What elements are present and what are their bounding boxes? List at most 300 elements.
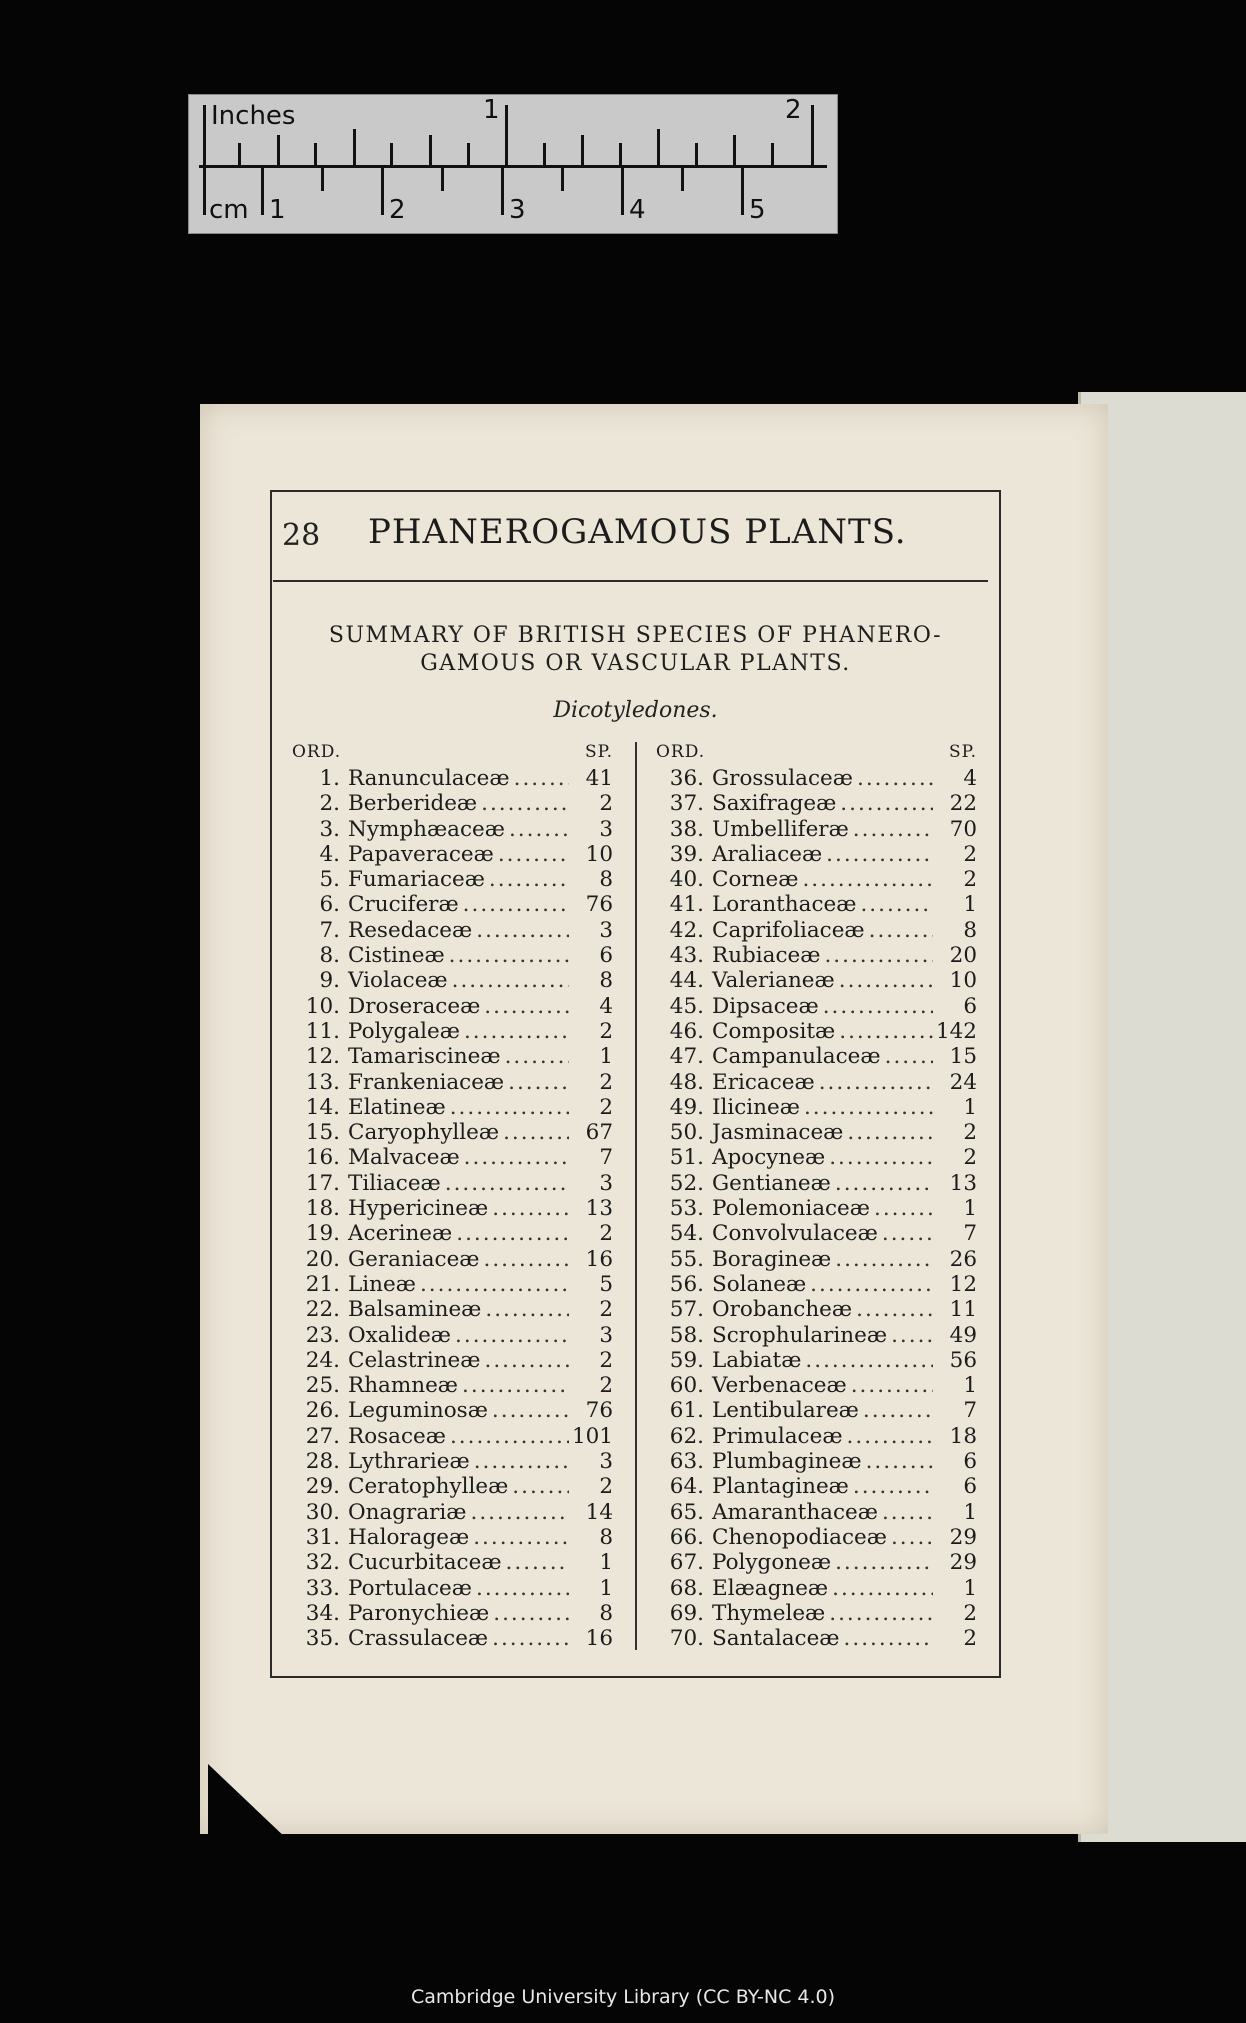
- leader-dots: [835, 968, 933, 993]
- family-name: Berberideæ: [348, 791, 478, 817]
- table-row: [288, 892, 613, 917]
- leader-dots: [441, 1171, 569, 1196]
- leader-dots: [504, 1070, 569, 1095]
- order-number: 40.: [669, 867, 704, 893]
- order-number: 33.: [305, 1575, 340, 1601]
- species-count: 2: [599, 1018, 613, 1044]
- left-column-header: [288, 740, 613, 766]
- species-count: 2: [599, 1373, 613, 1399]
- leader-dots: [458, 1373, 569, 1398]
- species-count: 8: [963, 917, 977, 943]
- table-row: [652, 1424, 977, 1449]
- species-count: 1: [599, 1575, 613, 1601]
- family-name: Malvaceæ: [348, 1145, 460, 1171]
- leader-dots: [849, 1474, 933, 1499]
- family-name: Rosaceæ: [348, 1423, 446, 1449]
- table-row: [652, 1070, 977, 1095]
- table-row: [288, 1601, 613, 1626]
- leader-dots: [852, 1297, 933, 1322]
- order-number: 20.: [305, 1246, 340, 1272]
- order-number: 57.: [669, 1297, 704, 1323]
- order-number: 35.: [305, 1626, 340, 1652]
- order-number: 36.: [669, 766, 704, 791]
- species-count: 20: [949, 943, 977, 969]
- species-count: 49: [949, 1322, 977, 1348]
- species-count: 11: [949, 1297, 977, 1323]
- table-row: [652, 791, 977, 816]
- leader-dots: [494, 842, 569, 867]
- order-number: 27.: [305, 1423, 340, 1449]
- leader-dots: [820, 943, 933, 968]
- order-number: 43.: [669, 943, 704, 969]
- order-number: 60.: [669, 1373, 704, 1399]
- species-count: 14: [585, 1499, 613, 1525]
- table-row: [652, 817, 977, 842]
- family-name: Balsamineæ: [348, 1297, 482, 1323]
- order-number: 1.: [319, 766, 340, 791]
- family-name: Umbelliferæ: [712, 816, 849, 842]
- family-name: Valerianeæ: [712, 968, 835, 994]
- table-row: [652, 892, 977, 917]
- species-count: 15: [949, 1044, 977, 1070]
- leader-dots: [489, 1601, 569, 1626]
- family-name: Convolvulaceæ: [712, 1221, 878, 1247]
- species-count: 4: [963, 766, 977, 791]
- family-name: Oxalideæ: [348, 1322, 452, 1348]
- family-name: Celastrineæ: [348, 1347, 481, 1373]
- leader-dots: [825, 1601, 933, 1626]
- table-row: [288, 1373, 613, 1398]
- order-number: 41.: [669, 892, 704, 918]
- family-name: Compositæ: [712, 1018, 836, 1044]
- table-row: [288, 1525, 613, 1550]
- family-name: Primulaceæ: [712, 1423, 843, 1449]
- order-number: 37.: [669, 791, 704, 817]
- table-row: [288, 1272, 613, 1297]
- family-name: Hypericineæ: [348, 1196, 489, 1222]
- species-count: 6: [963, 1474, 977, 1500]
- family-name: Lythrarieæ: [348, 1449, 470, 1475]
- species-count: 24: [949, 1069, 977, 1095]
- table-row: [652, 1196, 977, 1221]
- leader-dots: [843, 1424, 933, 1449]
- species-count: 12: [949, 1271, 977, 1297]
- species-count: 3: [599, 1170, 613, 1196]
- leader-dots: [467, 1500, 569, 1525]
- table-row: [652, 1474, 977, 1499]
- table-row: [288, 817, 613, 842]
- table-row: [652, 867, 977, 892]
- leader-dots: [815, 1070, 933, 1095]
- family-name: Ilicineæ: [712, 1094, 800, 1120]
- family-name: Violaceæ: [348, 968, 448, 994]
- order-number: 17.: [305, 1170, 340, 1196]
- order-number: 21.: [305, 1271, 340, 1297]
- table-row: [288, 791, 613, 816]
- family-name: Ranunculaceæ: [348, 766, 510, 791]
- ruler-inches-label: Inches: [211, 101, 296, 131]
- order-number: 12.: [305, 1044, 340, 1070]
- family-name: Acerineæ: [348, 1221, 453, 1247]
- leader-dots: [470, 1449, 569, 1474]
- order-number: 2.: [319, 791, 340, 817]
- leader-dots: [505, 817, 569, 842]
- family-name: Loranthaceæ: [712, 892, 857, 918]
- table-row: [288, 1550, 613, 1575]
- order-number: 15.: [305, 1120, 340, 1146]
- family-name: Cucurbitaceæ: [348, 1550, 502, 1576]
- order-number: 25.: [305, 1373, 340, 1399]
- table-row: [652, 1601, 977, 1626]
- order-number: 66.: [669, 1524, 704, 1550]
- leader-dots: [488, 1626, 569, 1651]
- table-row: [288, 1221, 613, 1246]
- order-number: 22.: [305, 1297, 340, 1323]
- species-count: 3: [599, 816, 613, 842]
- species-count: 1: [599, 1044, 613, 1070]
- species-count: 76: [585, 892, 613, 918]
- species-count: 16: [585, 1246, 613, 1272]
- ruler-cm-label: cm: [209, 195, 249, 225]
- credit-line: Cambridge University Library (CC BY-NC 4.0): [410, 1986, 836, 2008]
- family-name: Corneæ: [712, 867, 799, 893]
- species-count: 2: [963, 1145, 977, 1171]
- species-count: 5: [599, 1271, 613, 1297]
- family-name: Plantagineæ: [712, 1474, 849, 1500]
- family-name: Portulaceæ: [348, 1575, 472, 1601]
- family-name: Fumariaceæ: [348, 867, 485, 893]
- species-count: 6: [963, 993, 977, 1019]
- family-name: Santalaceæ: [712, 1626, 840, 1652]
- table-row: [288, 1044, 613, 1069]
- leader-dots: [878, 1500, 933, 1525]
- family-name: Rubiaceæ: [712, 943, 821, 969]
- species-count: 56: [949, 1347, 977, 1373]
- order-number: 69.: [669, 1600, 704, 1626]
- family-name: Lentibulareæ: [712, 1398, 859, 1424]
- leader-dots: [822, 842, 933, 867]
- order-number: 8.: [319, 943, 340, 969]
- species-count: 1: [963, 1373, 977, 1399]
- species-count: 41: [585, 766, 613, 791]
- order-number: 67.: [669, 1550, 704, 1576]
- species-count: 1: [599, 1550, 613, 1576]
- species-count: 2: [963, 1120, 977, 1146]
- species-count: 142: [935, 1018, 977, 1044]
- table-row: [652, 1500, 977, 1525]
- ruler-inch-mark: 2: [785, 95, 802, 125]
- family-name: Verbenaceæ: [712, 1373, 847, 1399]
- family-name: Droseraceæ: [348, 993, 481, 1019]
- species-count: 26: [949, 1246, 977, 1272]
- ruler-inch-mark: 1: [483, 95, 500, 125]
- leader-dots: [472, 918, 569, 943]
- family-name: Caryophylleæ: [348, 1120, 500, 1146]
- sp-label: SP.: [584, 742, 613, 762]
- species-count: 2: [963, 841, 977, 867]
- table-row: [652, 994, 977, 1019]
- table-row: [288, 1297, 613, 1322]
- species-count: 3: [599, 1322, 613, 1348]
- order-number: 52.: [669, 1170, 704, 1196]
- table-row: [652, 842, 977, 867]
- leader-dots: [887, 1525, 933, 1550]
- leader-dots: [459, 892, 569, 917]
- species-count: 7: [599, 1145, 613, 1171]
- order-number: 11.: [305, 1018, 340, 1044]
- table-row: [288, 1323, 613, 1348]
- leader-dots: [798, 867, 933, 892]
- species-count: 10: [585, 841, 613, 867]
- order-number: 51.: [669, 1145, 704, 1171]
- leader-dots: [501, 1044, 569, 1069]
- leader-dots: [825, 1145, 933, 1170]
- table-row: [652, 1095, 977, 1120]
- family-name: Boragineæ: [712, 1246, 832, 1272]
- species-count: 2: [963, 867, 977, 893]
- ruler-cm-mark: 1: [269, 195, 286, 225]
- species-count: 67: [585, 1120, 613, 1146]
- family-name: Lineæ: [348, 1271, 416, 1297]
- order-number: 68.: [669, 1575, 704, 1601]
- leader-dots: [480, 994, 569, 1019]
- family-name: Scrophularineæ: [712, 1322, 888, 1348]
- family-name: Grossulaceæ: [712, 766, 853, 791]
- table-row: [652, 1171, 977, 1196]
- table-row: [652, 1221, 977, 1246]
- family-name: Resedaceæ: [348, 917, 473, 943]
- species-count: 3: [599, 917, 613, 943]
- leader-dots: [510, 766, 569, 791]
- leader-dots: [481, 1297, 569, 1322]
- leader-dots: [480, 1247, 569, 1272]
- page-header: [282, 512, 992, 562]
- table-row: [288, 842, 613, 867]
- table-row: [288, 968, 613, 993]
- leader-dots: [477, 791, 569, 816]
- table-row: [652, 1247, 977, 1272]
- table-row: [652, 1449, 977, 1474]
- order-number: 53.: [669, 1196, 704, 1222]
- family-name: Elæagneæ: [712, 1575, 829, 1601]
- table-row: [652, 1272, 977, 1297]
- order-number: 4.: [319, 841, 340, 867]
- species-count: 76: [585, 1398, 613, 1424]
- table-row: [288, 867, 613, 892]
- ruler-cm-mark: 2: [389, 195, 406, 225]
- table-row: [652, 943, 977, 968]
- table-row: [288, 1626, 613, 1651]
- species-count: 13: [949, 1170, 977, 1196]
- leader-dots: [828, 1576, 933, 1601]
- species-count: 2: [599, 1474, 613, 1500]
- leader-dots: [800, 1095, 933, 1120]
- family-name: Dipsaceæ: [712, 993, 819, 1019]
- leader-dots: [460, 1019, 569, 1044]
- section-title: [270, 622, 1001, 678]
- table-row: [652, 1373, 977, 1398]
- order-number: 28.: [305, 1449, 340, 1475]
- family-name: Campanulaceæ: [712, 1044, 881, 1070]
- table-row: [288, 1424, 613, 1449]
- order-number: 46.: [669, 1018, 704, 1044]
- species-count: 16: [585, 1626, 613, 1652]
- species-count: 2: [599, 1094, 613, 1120]
- family-name: Papaveraceæ: [348, 841, 494, 867]
- order-number: 58.: [669, 1322, 704, 1348]
- family-name: Halorageæ: [348, 1524, 470, 1550]
- order-number: 29.: [305, 1474, 340, 1500]
- family-name: Chenopodiaceæ: [712, 1524, 887, 1550]
- family-name: Elatineæ: [348, 1094, 446, 1120]
- order-number: 32.: [305, 1550, 340, 1576]
- order-number: 14.: [305, 1094, 340, 1120]
- leader-dots: [831, 1550, 933, 1575]
- section-title-line-2: GAMOUS OR VASCULAR PLANTS.: [420, 651, 851, 676]
- order-number: 7.: [319, 917, 340, 943]
- leader-dots: [862, 1449, 933, 1474]
- species-count: 8: [599, 867, 613, 893]
- family-name: Polemoniaceæ: [712, 1196, 870, 1222]
- order-number: 9.: [319, 968, 340, 994]
- leader-dots: [806, 1272, 933, 1297]
- table-row: [288, 1500, 613, 1525]
- species-count: 7: [963, 1398, 977, 1424]
- order-number: 56.: [669, 1271, 704, 1297]
- table-row: [652, 1626, 977, 1651]
- scale-ruler: [188, 94, 838, 234]
- table-row: [288, 1070, 613, 1095]
- order-number: 5.: [319, 867, 340, 893]
- order-number: 42.: [669, 917, 704, 943]
- leader-dots: [853, 766, 933, 791]
- species-count: 2: [963, 1626, 977, 1652]
- order-number: 18.: [305, 1196, 340, 1222]
- family-name: Geraniaceæ: [348, 1246, 480, 1272]
- family-name: Labiatæ: [712, 1347, 802, 1373]
- family-name: Tiliaceæ: [348, 1170, 441, 1196]
- family-name: Gentianeæ: [712, 1170, 831, 1196]
- order-number: 26.: [305, 1398, 340, 1424]
- family-name: Rhamneæ: [348, 1373, 459, 1399]
- table-row: [652, 1398, 977, 1423]
- table-row: [652, 1019, 977, 1044]
- leader-dots: [831, 1171, 933, 1196]
- family-name: Saxifrageæ: [712, 791, 837, 817]
- order-number: 61.: [669, 1398, 704, 1424]
- species-count: 2: [963, 1600, 977, 1626]
- order-number: 49.: [669, 1094, 704, 1120]
- species-count: 2: [599, 1297, 613, 1323]
- ruler-baseline: [199, 165, 827, 168]
- section-title-line-1: SUMMARY OF BRITISH SPECIES OF PHANERO-: [328, 623, 943, 648]
- family-name: Leguminosæ: [348, 1398, 488, 1424]
- order-number: 63.: [669, 1449, 704, 1475]
- table-row: [652, 1145, 977, 1170]
- leader-dots: [488, 1398, 569, 1423]
- leader-dots: [451, 1323, 569, 1348]
- order-number: 44.: [669, 968, 704, 994]
- order-number: 16.: [305, 1145, 340, 1171]
- leader-dots: [847, 1373, 933, 1398]
- table-row: [652, 1297, 977, 1322]
- family-name: Nymphæaceæ: [348, 816, 505, 842]
- leader-dots: [887, 1323, 933, 1348]
- species-count: 2: [599, 1347, 613, 1373]
- family-name: Araliaceæ: [712, 841, 823, 867]
- leader-dots: [835, 1019, 933, 1044]
- order-number: 13.: [305, 1069, 340, 1095]
- header-rule: [273, 580, 988, 582]
- table-row: [288, 1120, 613, 1145]
- species-count: 1: [963, 1575, 977, 1601]
- table-row: [652, 968, 977, 993]
- table-row: [288, 1171, 613, 1196]
- ord-label: ORD.: [656, 742, 706, 762]
- family-name: Cruciferæ: [348, 892, 459, 918]
- order-number: 54.: [669, 1221, 704, 1247]
- table-row: [288, 943, 613, 968]
- table-row: [288, 1095, 613, 1120]
- table-row: [652, 1044, 977, 1069]
- section-subtitle: Dicotyledones.: [553, 698, 718, 723]
- family-name: Plumbagineæ: [712, 1449, 862, 1475]
- species-count: 1: [963, 1499, 977, 1525]
- leader-dots: [508, 1474, 569, 1499]
- leader-dots: [460, 1145, 569, 1170]
- species-count: 29: [949, 1524, 977, 1550]
- column-divider: [635, 742, 637, 1650]
- leader-dots: [843, 1120, 933, 1145]
- species-count: 70: [949, 816, 977, 842]
- leader-dots: [881, 1044, 933, 1069]
- table-row: [652, 1348, 977, 1373]
- ruler-cm-mark: 3: [509, 195, 526, 225]
- table-row: [288, 766, 613, 791]
- table-row: [288, 1576, 613, 1601]
- leader-dots: [502, 1550, 569, 1575]
- family-name: Polygoneæ: [712, 1550, 832, 1576]
- family-name: Thymeleæ: [712, 1600, 826, 1626]
- leader-dots: [488, 1196, 569, 1221]
- table-row: [288, 1196, 613, 1221]
- species-count: 18: [949, 1423, 977, 1449]
- leader-dots: [856, 892, 933, 917]
- leader-dots: [801, 1348, 933, 1373]
- sp-label: SP.: [948, 742, 977, 762]
- order-number: 47.: [669, 1044, 704, 1070]
- order-number: 24.: [305, 1347, 340, 1373]
- table-row: [288, 1019, 613, 1044]
- order-number: 48.: [669, 1069, 704, 1095]
- species-count: 7: [963, 1221, 977, 1247]
- family-name: Frankeniaceæ: [348, 1069, 505, 1095]
- leader-dots: [831, 1247, 933, 1272]
- species-count: 3: [599, 1449, 613, 1475]
- family-name: Crassulaceæ: [348, 1626, 489, 1652]
- leader-dots: [472, 1576, 569, 1601]
- order-number: 30.: [305, 1499, 340, 1525]
- species-count: 2: [599, 791, 613, 817]
- order-number: 62.: [669, 1423, 704, 1449]
- species-count: 101: [571, 1423, 613, 1449]
- order-number: 23.: [305, 1322, 340, 1348]
- order-number: 55.: [669, 1246, 704, 1272]
- family-name: Polygaleæ: [348, 1018, 460, 1044]
- family-name: Orobancheæ: [712, 1297, 853, 1323]
- table-row: [652, 1550, 977, 1575]
- family-name: Onagrariæ: [348, 1499, 467, 1525]
